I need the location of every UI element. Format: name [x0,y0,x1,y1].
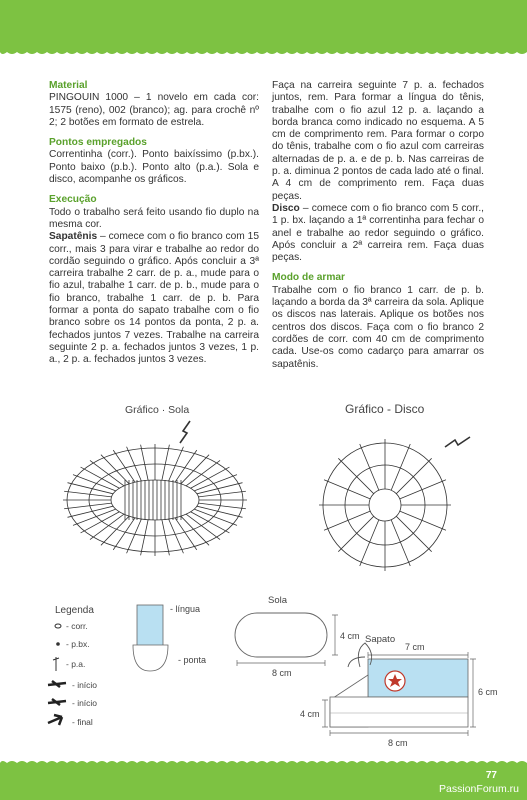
stitch-mark [169,519,184,553]
sola-width: 8 cm [272,668,292,678]
stitch-mark [391,444,410,490]
stitch-mark [338,516,373,551]
sapato-drawing [300,642,498,748]
execucao-text: Todo o trabalho será feito usando fio duplo na mesma cor. [49,206,259,230]
legend-inicio-1: - início [72,680,98,690]
material-heading: Material [49,80,88,91]
legend-corr: - corr. [66,621,88,631]
stitch-mark [127,447,142,481]
stitch-mark [141,445,149,481]
pontos-heading: Pontos empregados [49,137,147,149]
sapatenis-lead: Sapatênis [49,231,98,243]
legenda-label: Legenda [55,605,94,616]
legend-inicio-2: - início [72,698,98,708]
continuation-text: Faça na carreira seguinte 7 p. a. fechados juntos, rem. Para formar a língua do tênis, trabalhe com o fio azul 12 p. a. laçando a borda branca como indicado no esquema. A 5 cm de comprimento rem. Para formar o corpo do tênis, trabalhe com o fio azul com carreiras alternadas de p. a. e de p. b. Nas carreiras de p. a. diminua 2 pontos de cada lado até o final. A 4 cm de comprimento rem. Faça duas peças. [272,80,484,202]
bottom-scallop [0,759,527,767]
stitch-mark [400,511,446,530]
stitch-mark [162,520,170,556]
sapato-bottom-dim: 8 cm [388,738,408,748]
stitch-mark [169,447,184,481]
sola-shape [235,613,360,678]
pontos-text: Correntinha (corr.). Ponto baixíssimo (p.bx.). Ponto baixo (p.b.). Ponto alto (p.a.). Sola e disco, acompanhe os gráficos. [49,149,259,186]
legend-pbx: - p.bx. [66,639,90,649]
stitch-mark [360,444,379,490]
stitch-mark [391,520,410,566]
sola-chart [63,421,247,556]
lingua-label: - língua [170,604,201,614]
stitch-mark [360,520,379,566]
modo-heading: Modo de armar [272,272,346,284]
modo-text: Trabalhe com o fio branco 1 carr. de p. b. laçando a borda da 3ª carreira da sola. Aplique os discos nas laterais. Aplique os botões nos centros dos discos. Faça com o fio branco 2 cordões de corr. com 40 cm de comprimento cada. Use-os como cadarço para amarrar os sapatênis. [272,284,484,370]
right-column [272,80,484,371]
stitch-mark [396,516,431,551]
top-band [0,0,527,52]
sapatenis-text: – comece com o fio branco com 15 corr., mais 3 para virar e trabalhe ao redor do cordão seguindo o gráfico. Após concluir a 3ª carreira trabalhe 2 carr. de p. a., mude para o fio azul, trabalhe 1 carr. de p. b., mude para o fio branco, trabalhe 1 carr. de p. b. Para formar a ponta do sapato trabalhe com o fio branco sobre os 14 pontos da ponta, 2 p. a. fechados juntos 7 vezes. Trabalhe na carreira seguinte 2 p. a. fechados juntos 3 vezes, 1 p. a., 2 p. a. fechados juntos 3 vezes. [49,231,259,366]
sapatenis-paragraph [49,231,259,366]
disco-paragraph [272,203,484,264]
grafico-disco-label: Gráfico - Disco [345,402,425,416]
top-scallop [0,48,527,56]
legend [48,621,97,727]
sola-height: 4 cm [340,631,360,641]
lingua-ponta-pieces [133,604,206,671]
stitch-mark [338,458,373,493]
left-column [49,80,259,367]
ponta-label: - ponta [178,655,207,665]
stitch-mark [396,458,431,493]
stitch-mark [127,519,142,553]
page-number: 77 [485,770,497,781]
material-text: PINGOUIN 1000 – 1 novelo em cada cor: 1575 (reno), 002 (branco); ag. para crochê nº 2; 2 botões em formato de estrela. [49,92,259,128]
sapato-label: Sapato [365,634,396,645]
crochet-diagrams [30,395,500,755]
stitch-mark [162,445,170,481]
execucao-heading: Execução [49,194,97,206]
grafico-sola-label: Gráfico · Sola [125,404,190,416]
stitch-mark [324,511,370,530]
sapato-right-dim: 6 cm [478,687,498,697]
disco-text: – comece com o fio branco com 5 corr., 1 p. bx. laçando a 1ª correntinha para fechar o anel e trabalhe ao redor seguindo o gráfico. Após concluir a 2ª carreira rem. Faça duas peças. [272,202,484,264]
stitch-mark [141,520,149,556]
watermark: PassionForum.ru [439,783,519,795]
sola-label: Sola [268,595,288,606]
legend-pa: - p.a. [66,659,86,669]
legend-final: - final [72,717,93,727]
stitch-mark [324,480,370,499]
disco-lead: Disco [272,202,300,214]
sapato-top-dim: 7 cm [405,642,425,652]
disco-chart [319,437,470,571]
stitch-mark [400,480,446,499]
sapato-left-dim: 4 cm [300,709,320,719]
